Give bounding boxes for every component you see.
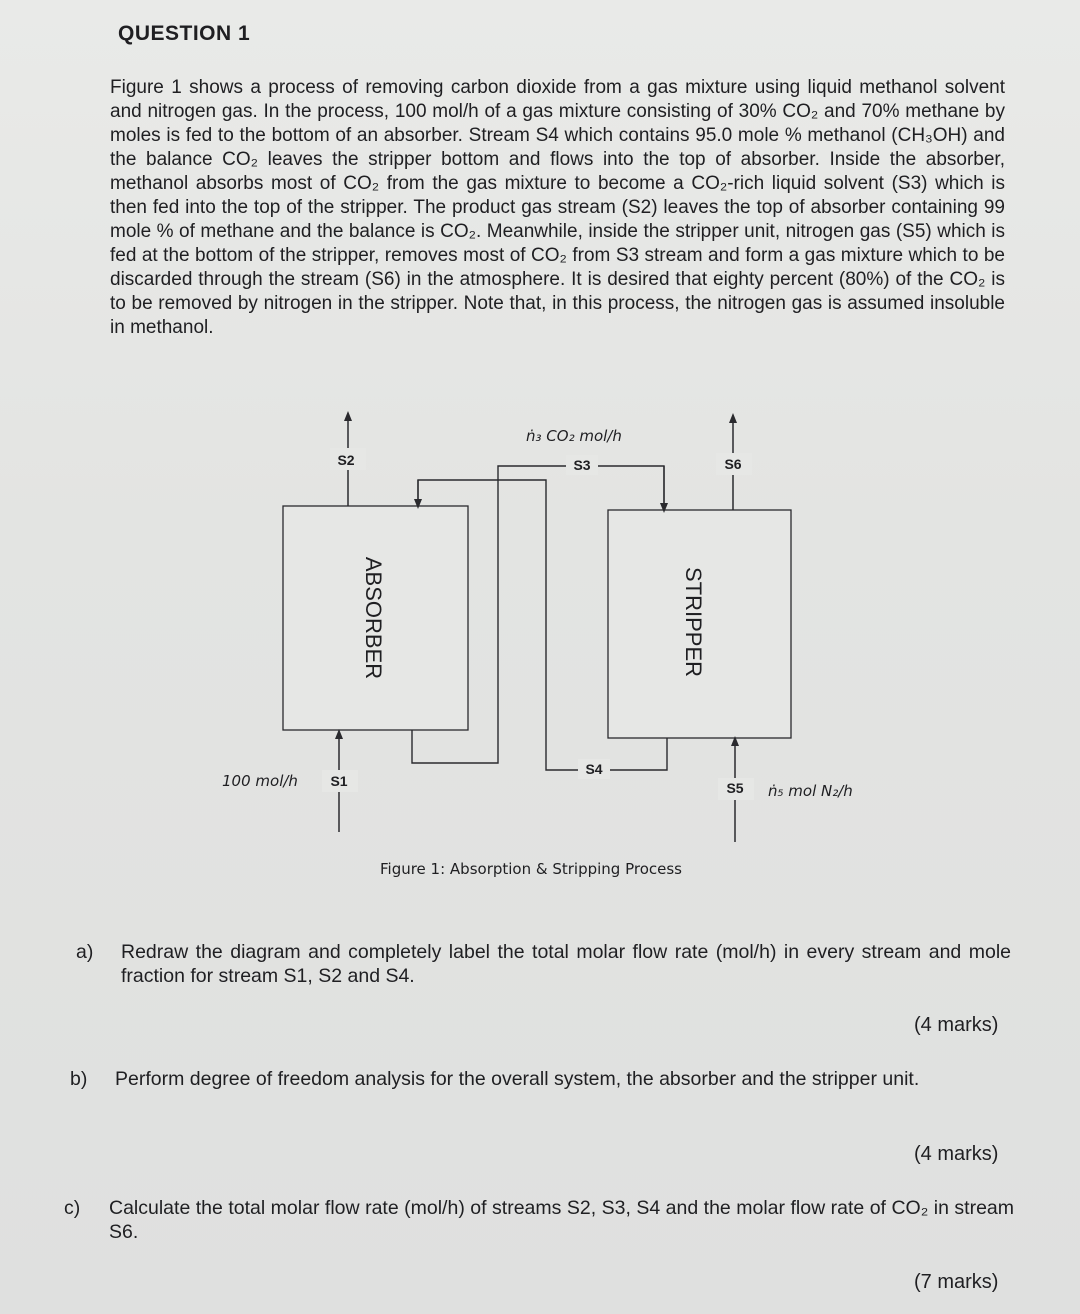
s3-label: S3 bbox=[573, 457, 591, 473]
absorber-label: ABSORBER bbox=[361, 556, 386, 680]
part-a-marks: (4 marks) bbox=[914, 1014, 999, 1036]
part-b-text: Perform degree of freedom analysis for the overall system, the absorber and the stripper unit. bbox=[115, 1068, 920, 1090]
problem-statement bbox=[110, 76, 1005, 340]
n5-flow-label: ṅ₅ mol N₂/h bbox=[768, 782, 853, 800]
part-a-letter: a) bbox=[76, 941, 94, 963]
stripper-label: STRIPPER bbox=[681, 566, 706, 678]
s4-label: S4 bbox=[585, 761, 603, 777]
s6-label: S6 bbox=[724, 456, 742, 472]
part-b-marks: (4 marks) bbox=[914, 1143, 999, 1165]
part-c-letter: c) bbox=[64, 1197, 81, 1219]
problem-paragraph: Figure 1 shows a process of removing carbon dioxide from a gas mixture using liquid methanol solvent and nitrogen gas. In the process, 100 mol/h of a gas mixture consisting of 30% CO₂ and 70% methane by moles is fed to the bottom of an absorber. Stream S4 which contains 95.0 mole % methanol (CH₃OH) and the balance CO₂ leaves the stripper bottom and flows into the top of absorber. Inside the absorber, methanol absorbs most of CO₂ from the gas mixture to become a CO₂-rich liquid solvent (S3) which is then fed into the top of the stripper. The product gas stream (S2) leaves the top of absorber containing 99 mole % of methane and the balance is CO₂. Meanwhile, inside the stripper unit, nitrogen gas (S5) which is fed at the bottom of the stripper, removes most of CO₂ from S3 stream and form a gas mixture which to be discarded through the stream (S6) in the atmosphere. It is desired that eighty percent (80%) of the CO₂ is to be removed by nitrogen in the stripper. Note that, in this process, the nitrogen gas is assumed insoluble in methanol. bbox=[110, 77, 1005, 338]
process-flow-diagram bbox=[0, 400, 1080, 900]
part-b-letter: b) bbox=[70, 1068, 88, 1090]
s2-label: S2 bbox=[337, 452, 355, 468]
figure-caption: Figure 1: Absorption & Stripping Process bbox=[379, 860, 683, 878]
n3-flow-label: ṅ₃ CO₂ mol/h bbox=[526, 427, 622, 445]
part-c-text: Calculate the total molar flow rate (mol/h) of streams S2, S3, S4 and the molar flow rate of CO₂ in stream S6. bbox=[109, 1197, 1014, 1243]
part-c-marks: (7 marks) bbox=[914, 1271, 999, 1293]
part-a-text: Redraw the diagram and completely label the total molar flow rate (mol/h) in every stream and mole fraction for stream S1, S2 and S4. bbox=[121, 941, 1011, 987]
question-title: QUESTION 1 bbox=[118, 22, 251, 45]
feed-rate-label: 100 mol/h bbox=[222, 772, 298, 790]
s1-label: S1 bbox=[330, 773, 348, 789]
s5-label: S5 bbox=[726, 780, 744, 796]
